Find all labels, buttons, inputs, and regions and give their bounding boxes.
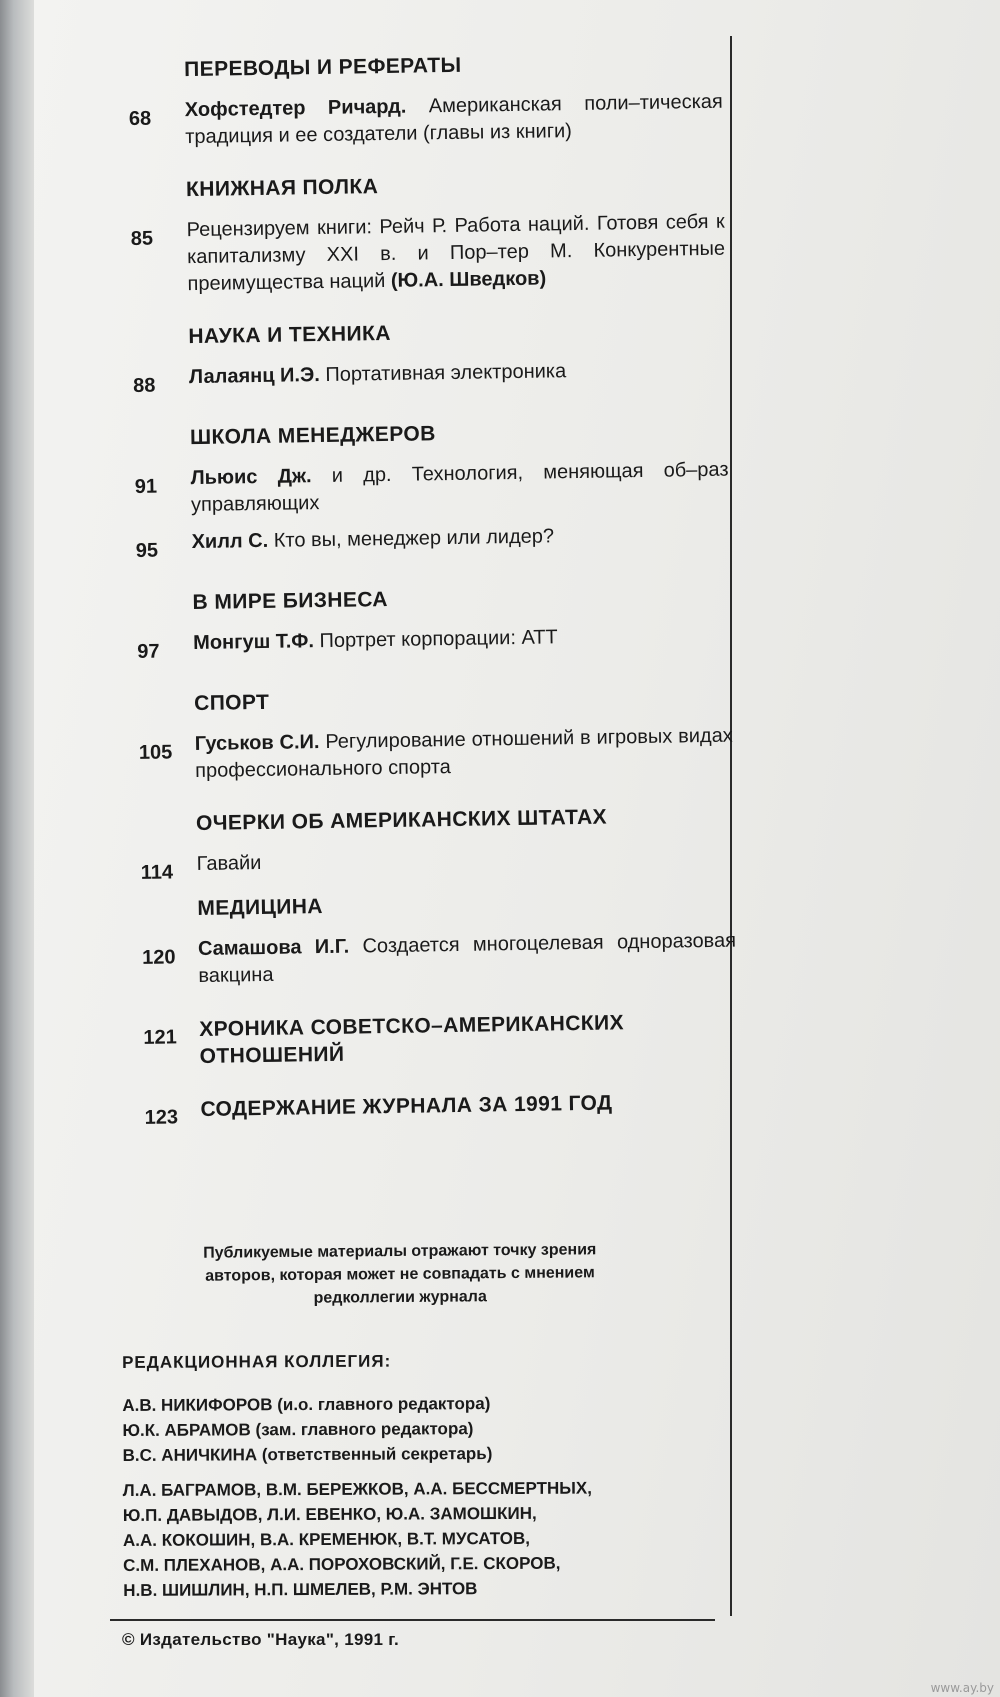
entry-author: Самашова И.Г. [197, 935, 350, 961]
board-title: РЕДАКЦИОННАЯ КОЛЛЕГИЯ: [122, 1351, 392, 1372]
page-number: 95 [135, 539, 159, 562]
toc-entry [133, 356, 733, 400]
entry-title: Создается многоцелевая одноразовая вакцина [198, 929, 737, 988]
footer-rule [110, 1619, 715, 1621]
toc-entry [140, 842, 740, 886]
entry-text: СОДЕРЖАНИЕ ЖУРНАЛА ЗА 1991 ГОД [200, 1091, 613, 1121]
entry-reviewer: (Ю.А. Шведков) [390, 267, 547, 292]
page-number: 88 [132, 374, 156, 397]
board-editors [122, 1390, 742, 1468]
entry-title: Портрет корпорации: АТТ [319, 626, 558, 653]
board-editor: Ю.К. АБРАМОВ (зам. главного редактора) [122, 1419, 474, 1440]
toc-entry [134, 457, 735, 520]
entry-text [193, 622, 731, 657]
section-heading: ШКОЛА МЕНЕДЖЕРОВ [189, 422, 436, 450]
board-editor: В.С. АНИЧКИНА (ответственный секретарь) [122, 1444, 493, 1465]
entry-title: Рецензируем книги: Рейч Р. Работа наций. Готовя себя к капитализму XXI в. и Пор–тер М. Конкурентные преимущества наций [186, 210, 726, 296]
board-members [123, 1475, 744, 1603]
section-heading: МЕДИЦИНА [197, 895, 324, 921]
entry-text [191, 521, 729, 556]
board-member-line: Л.А. БАГРАМОВ, В.М. БЕРЕЖКОВ, А.А. БЕССМЕРТНЫХ, [122, 1478, 592, 1500]
entry-author: Хилл С. [191, 529, 269, 554]
entry-title: Гавайи [196, 852, 262, 876]
notice-line: редколлегии журнала [313, 1288, 487, 1307]
section-heading: СПОРТ [193, 690, 270, 716]
page-number: 120 [141, 946, 176, 969]
entry-text [195, 723, 734, 785]
entry-title: Американская поли–тическая традиция и ее создатели (главы из книги) [185, 90, 723, 149]
entry-title: Портативная электроника [325, 360, 567, 386]
toc-entry [143, 1007, 744, 1070]
notice-line: Публикуемые материалы отражают точку зрения [203, 1241, 597, 1262]
page-edge-shadow [0, 0, 34, 1697]
section-heading: В МИРЕ БИЗНЕСА [192, 587, 389, 615]
section-heading: ПЕРЕВОДЫ И РЕФЕРАТЫ [184, 53, 462, 82]
entry-text [187, 209, 726, 298]
entry-text [185, 89, 724, 151]
section-heading: ОЧЕРКИ ОБ АМЕРИКАНСКИХ ШТАТАХ [195, 805, 608, 836]
page-number: 114 [140, 861, 174, 884]
board-member-line: Н.В. ШИШЛИН, Н.П. ШМЕЛЕВ, Р.М. ЭНТОВ [123, 1579, 478, 1600]
page-number: 97 [137, 640, 160, 663]
disclaimer-notice [150, 1238, 651, 1311]
entry-text [189, 356, 727, 391]
board-editor: А.В. НИКИФОРОВ (и.о. главного редактора) [122, 1394, 491, 1415]
board-member-line: Ю.П. ДАВЫДОВ, Л.И. ЕВЕНКО, Ю.А. ЗАМОШКИН, [122, 1503, 537, 1525]
page-number: 123 [144, 1106, 179, 1129]
page-number: 91 [134, 475, 158, 498]
entry-author: Лалаянц И.Э. [188, 364, 320, 389]
toc-entry [142, 927, 743, 990]
board-member-line: С.М. ПЛЕХАНОВ, А.А. ПОРОХОВСКИЙ, Г.Е. СКОРОВ, [123, 1553, 561, 1575]
page-number: 105 [138, 741, 173, 764]
entry-text [196, 843, 734, 878]
entry-text [198, 928, 737, 990]
page-number: 121 [143, 1026, 177, 1049]
entry-title: и др. Технология, меняющая об–раз управляющих [190, 458, 729, 517]
watermark: www.ay.by [930, 1681, 994, 1695]
entry-title: Регулирование отношений в игровых видах профессионального спорта [195, 724, 733, 783]
entry-author: Хофстедтер Ричард. [184, 95, 407, 122]
entry-text [190, 457, 729, 519]
entry-text: ХРОНИКА СОВЕТСКО–АМЕРИКАНСКИХ ОТНОШЕНИЙ [199, 1011, 625, 1068]
toc-entry [129, 89, 730, 152]
section-heading: КНИЖНАЯ ПОЛКА [185, 175, 379, 202]
entry-author: Гуськов С.И. [194, 731, 320, 756]
toc-entry [131, 209, 732, 299]
entry-author: Льюис Дж. [190, 465, 312, 490]
page-number: 85 [130, 227, 154, 250]
table-of-contents [128, 49, 745, 1158]
entry-title: Кто вы, менеджер или лидер? [273, 525, 555, 552]
toc-entry [139, 722, 740, 785]
board-member-line: А.А. КОКОШИН, В.А. КРЕМЕНЮК, В.Т. МУСАТОВ, [122, 1528, 531, 1550]
page-number: 68 [128, 107, 152, 130]
notice-line: авторов, которая может не совпадать с мнением [205, 1264, 595, 1285]
toc-entry [135, 521, 735, 565]
section-heading: НАУКА И ТЕХНИКА [188, 321, 391, 349]
editorial-board [122, 1347, 743, 1613]
copyright: © Издательство "Наука", 1991 г. [122, 1630, 399, 1649]
toc-entry [137, 622, 737, 666]
entry-author: Монгуш Т.Ф. [193, 630, 315, 655]
toc-entry [144, 1087, 744, 1131]
